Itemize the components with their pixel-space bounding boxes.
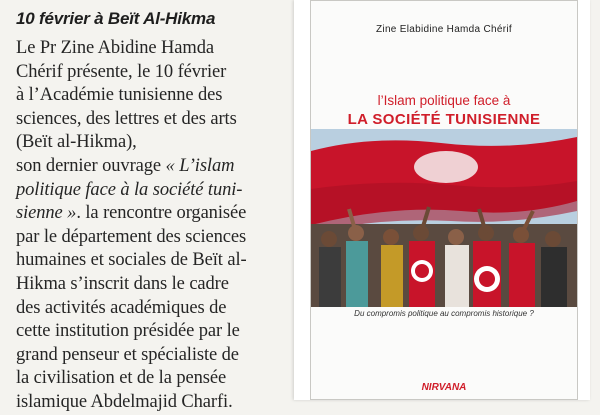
article-body	[16, 37, 288, 415]
book-subtitle: Du compromis politique au compromis historique ?	[354, 309, 534, 318]
article-body-text: Le Pr Zine Abidine Hamda Chérif présente, le 10 février à l’Académie tunisienne des sciences, des lettres et des arts (Beït al-Hikma), son dernier ouvrage	[16, 38, 237, 176]
cover-photo	[311, 129, 577, 307]
book-title-quote: « L’islam politique face à la société tuni- sienne »	[16, 155, 243, 224]
book-author: Zine Elabidine Hamda Chérif	[376, 24, 512, 35]
article-body-text-continued: . la rencontre organisée par le département des sciences humaines et sociales de Beït al- Hikma s’inscrit dans le cadre des activités académiques de cette institution présidée par le grand penseur et spécialiste de la civilisation et de la pensée islamique Abdelmajid Charfi.	[16, 203, 247, 412]
article-headline: 10 février à Beït Al-Hikma	[16, 9, 216, 28]
publisher-logo: NIRVANA	[421, 382, 467, 393]
book-title-line1: l’Islam politique face à	[377, 93, 511, 108]
book-title-line2: LA SOCIÉTÉ TUNISIENNE	[347, 111, 541, 128]
book-cover	[310, 0, 578, 400]
